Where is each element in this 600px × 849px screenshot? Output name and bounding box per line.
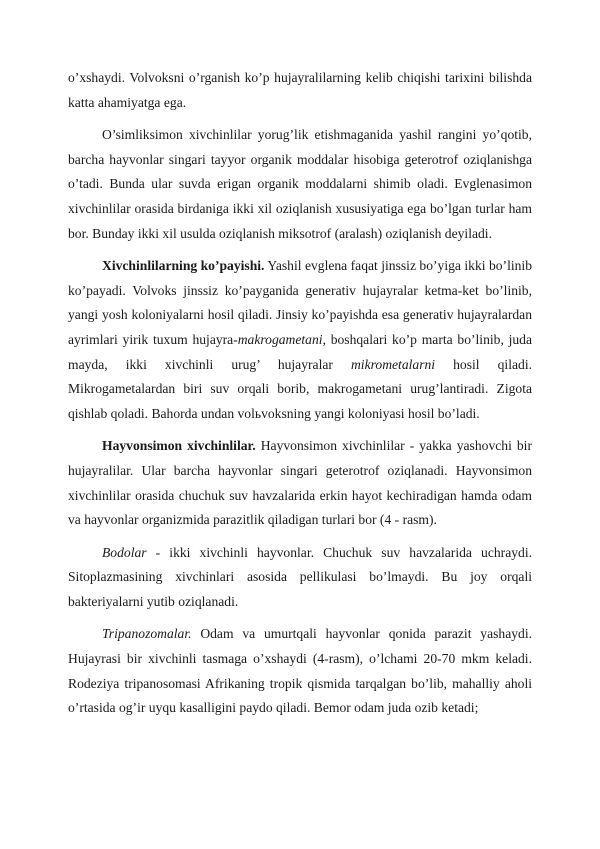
paragraph-text: , boshqalari ko’p marta bo’linib, juda mayda, ikki xivchinli urug’ hujayralar — [68, 331, 532, 372]
paragraph-text: Odam va umurtqali hayvonlar qonida parazit yashaydi. Hujayrasi bir xivchinli tasmaga o’xshaydi (4-rasm), o’lchami 20-70 mkm keladi. Rodeziya tripanosomasi Afrikaning tropik qismida tarqalgan bo’lib, mahalliy aholi o’rtasida og’ir uyqu kasalligini paydo qiladi. Bemor odam juda ozib ketadi; — [68, 626, 532, 716]
paragraph-gap — [68, 426, 532, 434]
paragraph-tripanozomalar — [68, 622, 532, 720]
paragraph-text: Yashil evglena faqat jinssiz bo’yiga ikki bo’linib ko’payadi. Volvoks jinssiz ko’payganida generativ hujayralar ketma-ket bo’linib, yangi yosh koloniyalarni hosil qiladi. Jinsiy ko’payishda esa generativ hujayralardan ayrimlari yirik tuxum hujayra- — [68, 258, 532, 347]
paragraph-animal-flagellates — [68, 434, 532, 532]
paragraph-gap — [68, 614, 532, 622]
paragraph-text: Hayvonsimon xivchinlilar - yakka yashovchi bir hujayralilar. Ular barcha hayvonlar singari geterotrof oziqlanadi. Hayvonsimon xivchinlilar orasida chuchuk suv havzalarida erkin hayot kechiradigan hamda odam va hayvonlar organizmida parazitlik qiladigan turlari bor (4 - rasm). — [68, 438, 532, 528]
paragraph-gap — [68, 533, 532, 541]
term-tripanozomalar: Tripanozomalar. — [102, 626, 192, 642]
paragraph-text: O’simliksimon xivchinlilar yorug’lik etishmaganida yashil rangini yo’qotib, barcha hayvonlar singari tayyor organik moddalar hisobiga geterotrof oziqlanishga o’tadi. Bunda ular suvda erigan organik moddalarni shimib oladi. Evglenasimon xivchinlilar orasida birdaniga ikki xil oziqlanish xususiyatiga ega bo’lgan turlar ham bor. Bunday ikki xil usulda oziqlanish miksotrof (aralash) oziqlanish deyiladi. — [68, 127, 532, 241]
term-bodolar: Bodolar — [102, 544, 147, 560]
paragraph-intro — [68, 66, 532, 115]
paragraph-plant-flagellates — [68, 123, 532, 246]
paragraph-reproduction — [68, 254, 532, 426]
section-heading: Xivchinlilarning ko’payishi. — [102, 258, 265, 274]
paragraph-text: - ikki xivchinli hayvonlar. Chuchuk suv havzalarida uchraydi. Sitoplazmasining xivchinlari asosida pellikulasi bo’lmaydi. Bu joy orqali bakteriyalarni yutib oziqlanadi. — [68, 544, 532, 609]
paragraph-bodolar — [68, 541, 532, 615]
paragraph-gap — [68, 246, 532, 254]
section-heading: Hayvonsimon xivchinlilar. — [102, 438, 256, 454]
paragraph-text: hosil qiladi. Mikrogametalardan biri suv orqali borib, makrogametani urug’lantiradi. Zigota qishlab qoladi. Bahorda undan volьvoksning yangi koloniyasi hosil bo’ladi. — [68, 356, 532, 421]
term-mikrometa: mikrometalarni — [350, 356, 436, 372]
term-makrogameta: makrogametani — [237, 331, 323, 347]
paragraph-gap — [68, 115, 532, 123]
paragraph-text: o’xshaydi. Volvoksni o’rganish ko’p hujayralilarning kelib chiqishi tarixini bilishda katta ahamiyatga ega. — [68, 70, 532, 110]
